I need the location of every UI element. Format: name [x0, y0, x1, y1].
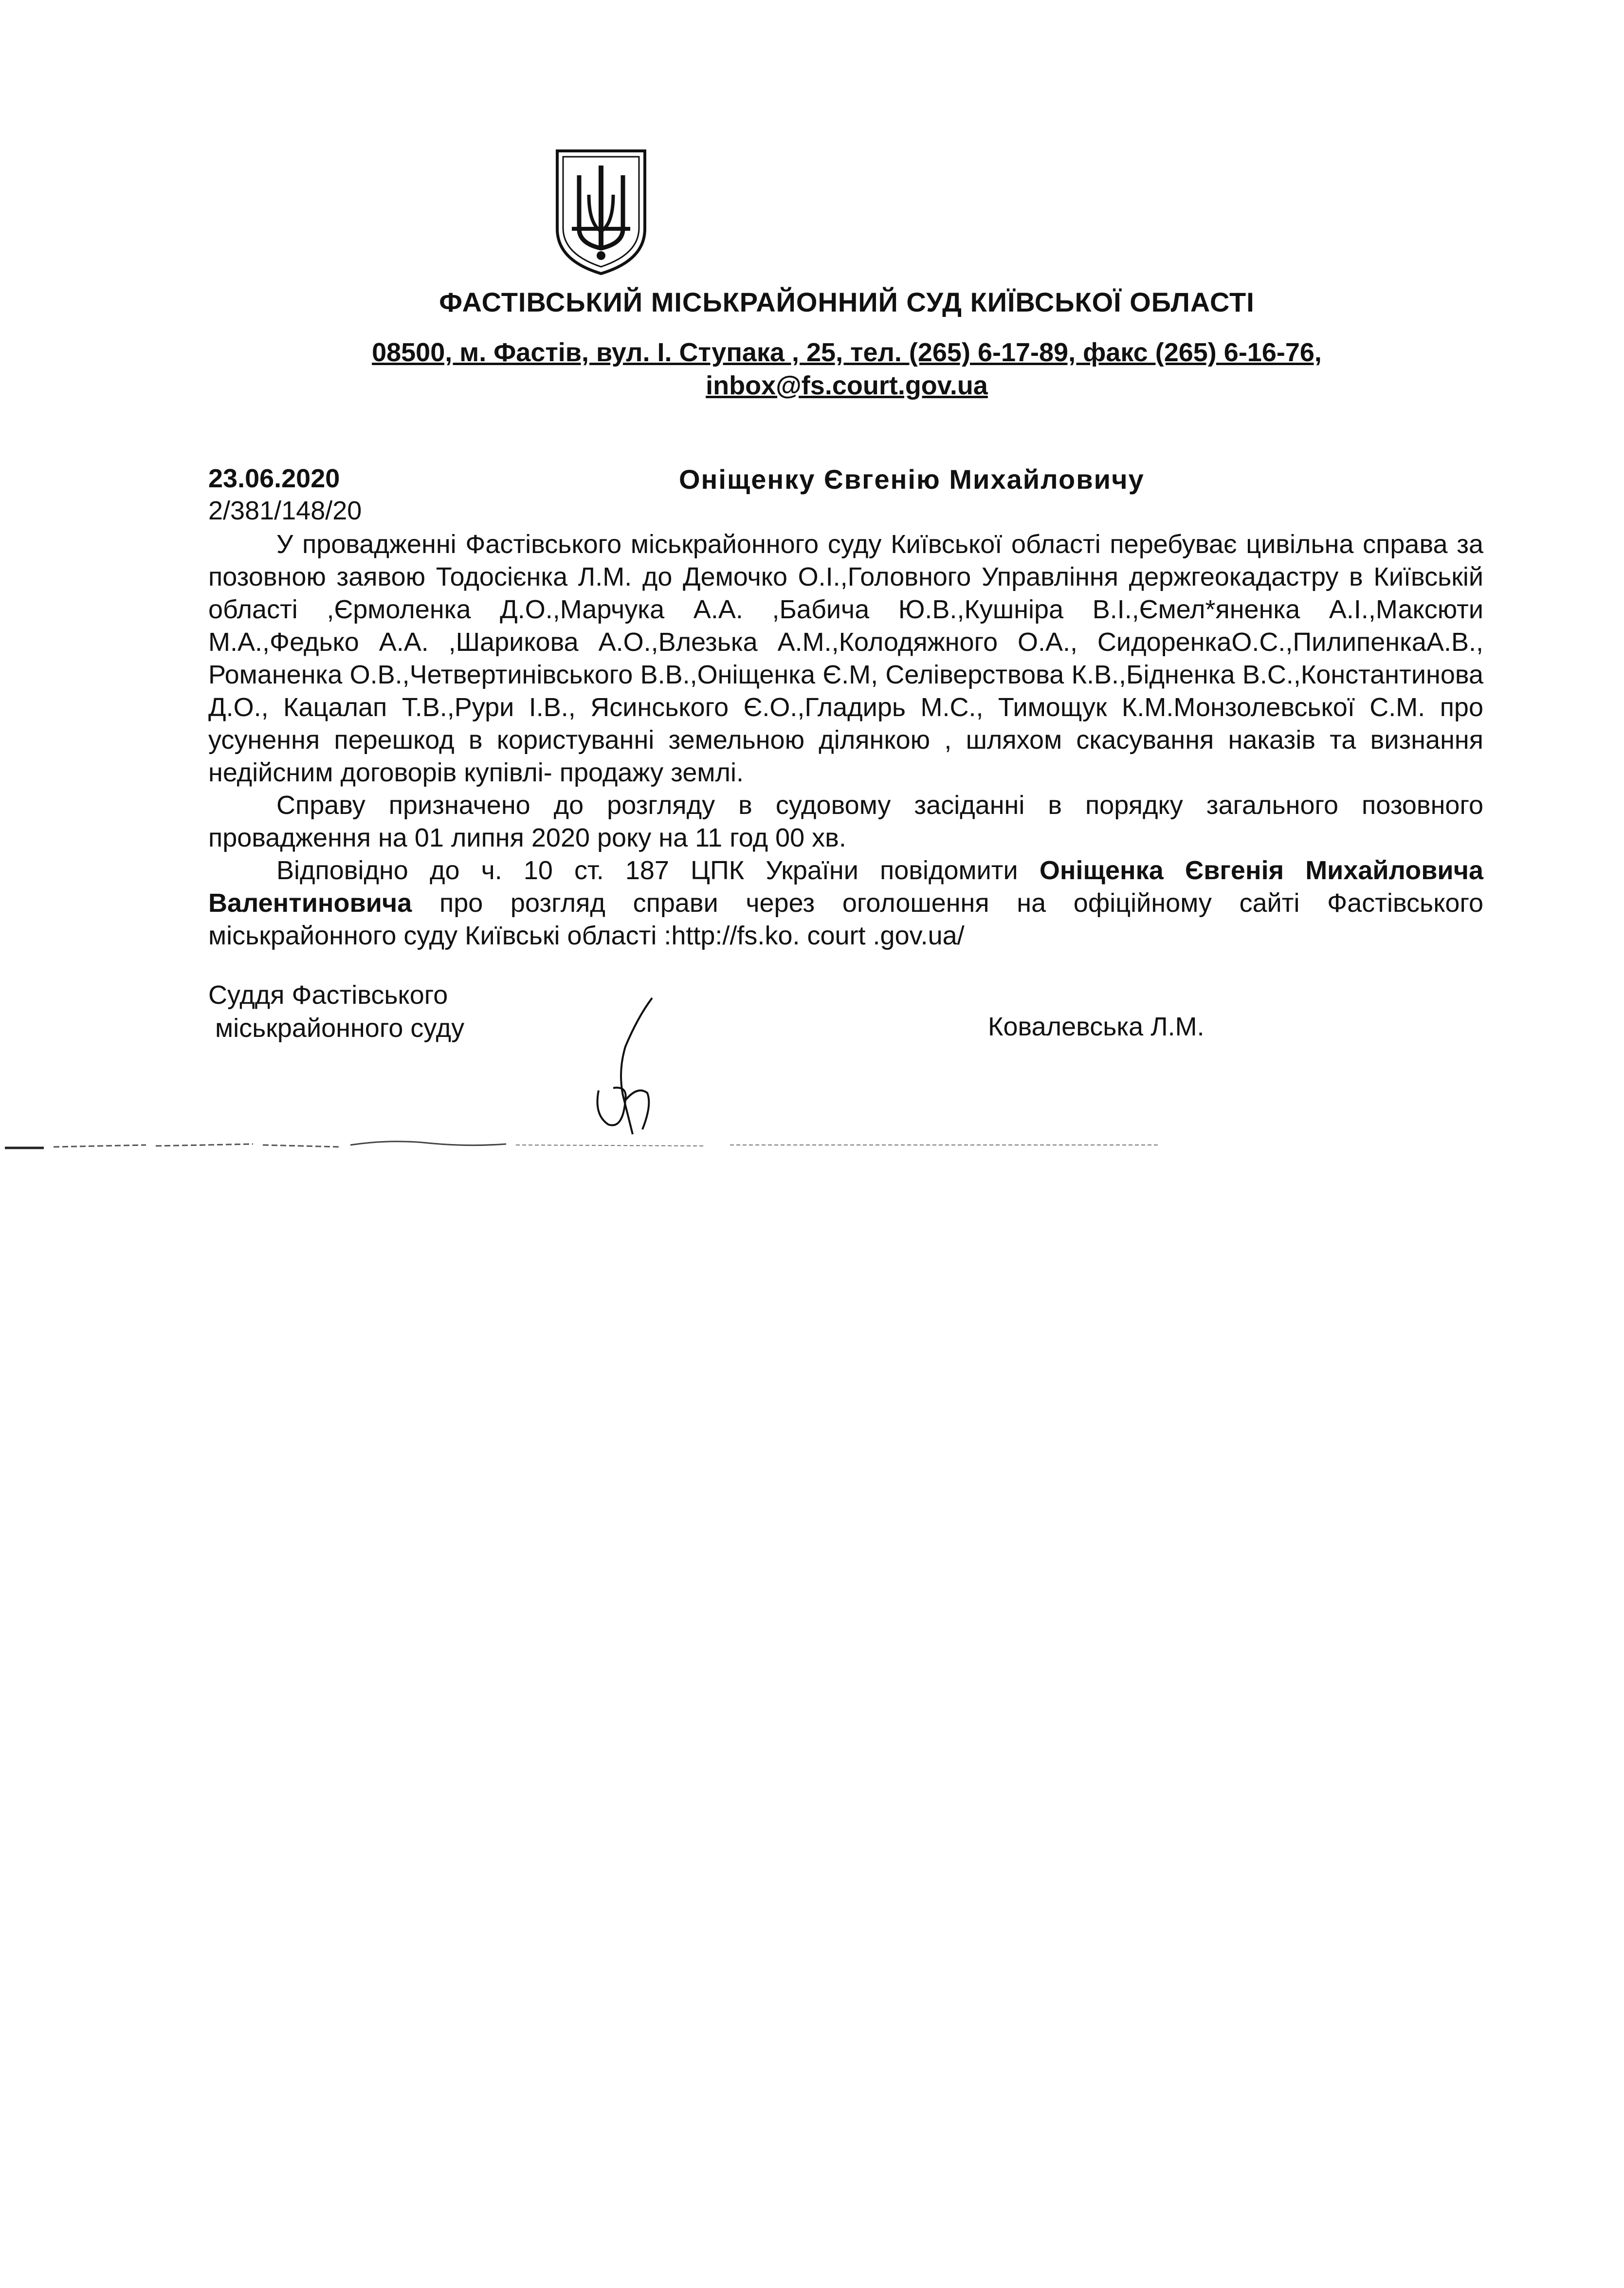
address-line: 08500, м. Фастів, вул. І. Ступака , 25, тел. (265) 6-17-89, факс (265) 6-16-76,	[372, 338, 1322, 367]
notification-start: Відповідно до ч. 10 ст. 187 ЦПК України повідомити	[276, 856, 1018, 885]
signer-position-line1: Суддя Фастівського	[208, 980, 448, 1010]
paragraph-notification	[208, 854, 1483, 952]
paragraph-hearing-date: Справу призначено до розгляду в судовому засіданні в порядку загального позовного провадження на 01 липня 2020 року на 11 год 00 хв.	[208, 791, 1483, 852]
letter-body	[208, 528, 1483, 952]
court-name: ФАСТІВСЬКИЙ МІСЬКРАЙОННИЙ СУД КИЇВСЬКОЇ ОБЛАСТІ	[439, 287, 1255, 317]
judge-name: Ковалевська Л.М.	[988, 1012, 1204, 1041]
handwritten-signature	[579, 988, 667, 1149]
scan-artifact-line	[0, 1134, 1168, 1154]
signer-position	[208, 978, 464, 1045]
case-number: 2/381/148/20	[208, 496, 362, 525]
court-address	[292, 336, 1402, 402]
trident-coat-of-arms-icon	[552, 146, 650, 277]
notified-person: Оніщенка Євгенія Михайловича Валентиновича	[208, 856, 1483, 918]
notification-end: про розгляд справи через оголошення на офіційному сайті Фастівського міськрайонного суду Київські області :http://fs.ko. court .gov.ua/	[208, 888, 1483, 950]
signer-position-line2: міськрайонного суду	[215, 1014, 465, 1043]
document-date: 23.06.2020	[208, 464, 340, 493]
addressee: Оніщенку Євгенію Михайловичу	[679, 464, 1145, 495]
paragraph-case-description: У провадженні Фастівського міськрайонного суду Київської області перебуває цивільна справа за позовною заявою Тодосієнка Л.М. до Демочко О.І.,Головного Управління держгеокадастру в Київській області ,Єрмоленка Д.О.,Марчука А.А. ,Бабича Ю.В.,Кушніра В.І.,Ємел*яненка А.І.,Максюти М.А.,Федько А.А. ,Шарикова А.О.,Влезька А.М.,Колодяжного О.А., СидоренкаО.С.,ПилипенкаА.В., Романенка О.В.,Четвертинівського В.В.,Оніщенка Є.М, Селіверствова К.В.,Бідненка В.С.,Константинова Д.О., Кацалап Т.В.,Рури І.В., Ясинського Є.О.,Гладирь М.С., Тимощук К.М.Монзолевської С.М. про усунення перешкод в користуванні земельною ділянкою , шляхом скасування наказів та визнання недійсним договорів купівлі- продажу землі.	[208, 530, 1483, 787]
court-email: inbox@fs.court.gov.ua	[706, 371, 988, 400]
